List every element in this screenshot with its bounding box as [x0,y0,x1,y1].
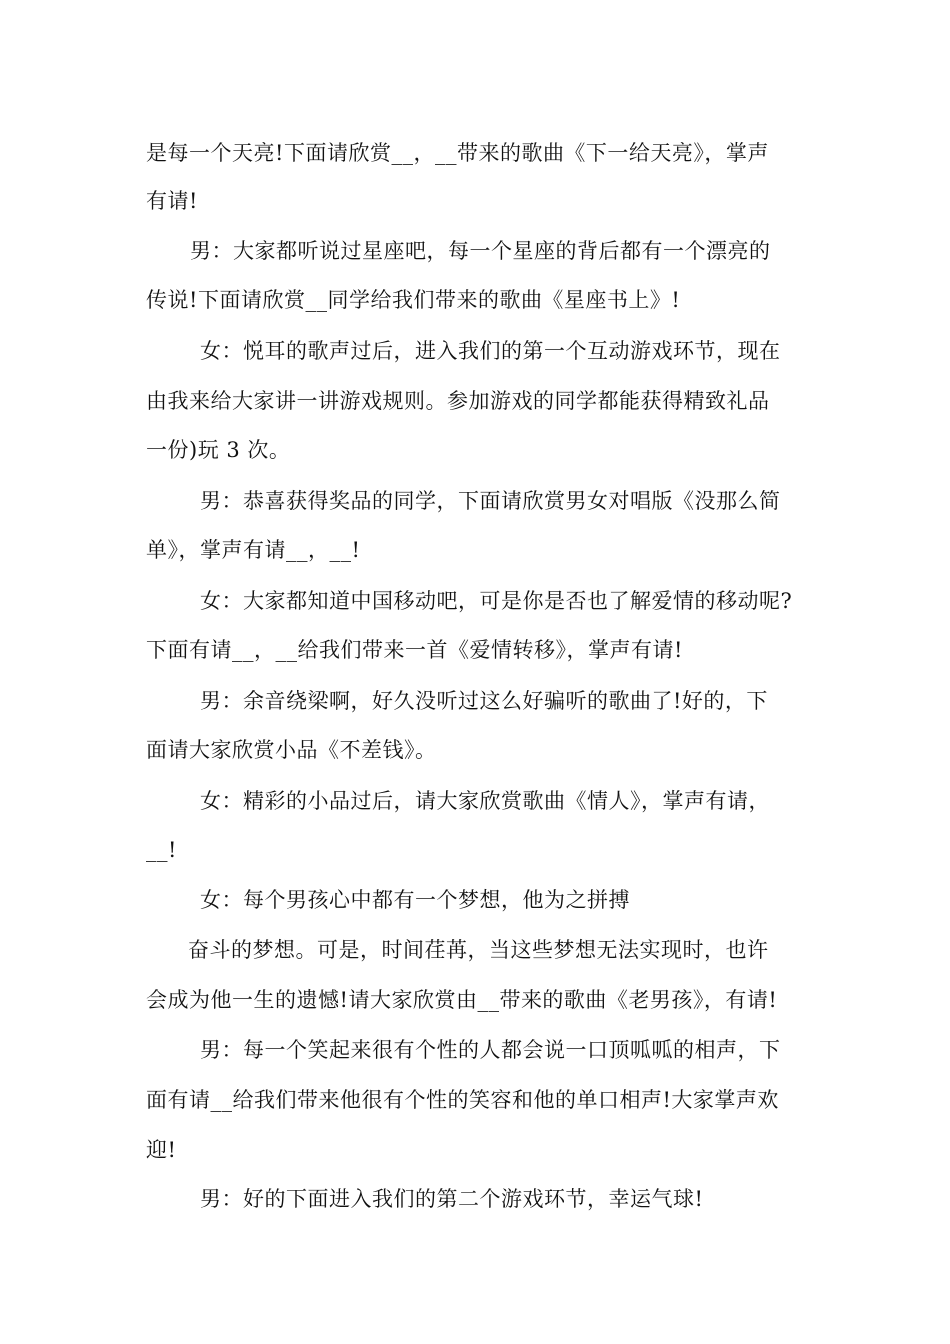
dialogue-line-male: 男：好的下面进入我们的第二个游戏环节，幸运气球! [200,1187,704,1211]
text-line: 一份)玩 3 次。 [146,438,291,462]
text-line: 有请! [146,189,198,213]
text-line: __! [146,838,177,862]
text-line: 奋斗的梦想。可是，时间荏苒，当这些梦想无法实现时，也许 [188,938,769,962]
text-line: 面有请__给我们带来他很有个性的笑容和他的单口相声!大家掌声欢 [146,1088,779,1112]
text-line: 迎! [146,1138,177,1162]
text-line: 下面有请__，__给我们带来一首《爱情转移》，掌声有请! [146,638,683,662]
text-line: 由我来给大家讲一讲游戏规则。参加游戏的同学都能获得精致礼品 [146,389,770,413]
text-line: 是每一个天亮!下面请欣赏__，__带来的歌曲《下一给天亮》，掌声 [146,141,769,165]
text-line: 传说!下面请欣赏__同学给我们带来的歌曲《星座书上》! [146,288,681,312]
dialogue-line-male: 男：每一个笑起来很有个性的人都会说一口顶呱呱的相声，下 [200,1038,781,1062]
text-line: 单》，掌声有请__，__! [146,538,361,562]
text-line: 面请大家欣赏小品《不差钱》。 [146,738,437,762]
dialogue-line-female: 女：每个男孩心中都有一个梦想，他为之拼搏 [200,888,630,912]
dialogue-line-female: 女：大家都知道中国移动吧，可是你是否也了解爱情的移动呢? [200,589,793,613]
text-line: 会成为他一生的遗憾!请大家欣赏由__带来的歌曲《老男孩》，有请! [146,988,778,1012]
dialogue-line-female: 女：精彩的小品过后，请大家欣赏歌曲《情人》，掌声有请， [200,789,770,813]
dialogue-line-male: 男：恭喜获得奖品的同学，下面请欣赏男女对唱版《没那么简 [200,489,781,513]
dialogue-line-male: 男：余音绕梁啊，好久没听过这么好骗听的歌曲了!好的，下 [200,689,768,713]
dialogue-line-male: 男：大家都听说过星座吧，每一个星座的背后都有一个漂亮的 [190,239,771,263]
dialogue-line-female: 女：悦耳的歌声过后，进入我们的第一个互动游戏环节，现在 [200,339,781,363]
